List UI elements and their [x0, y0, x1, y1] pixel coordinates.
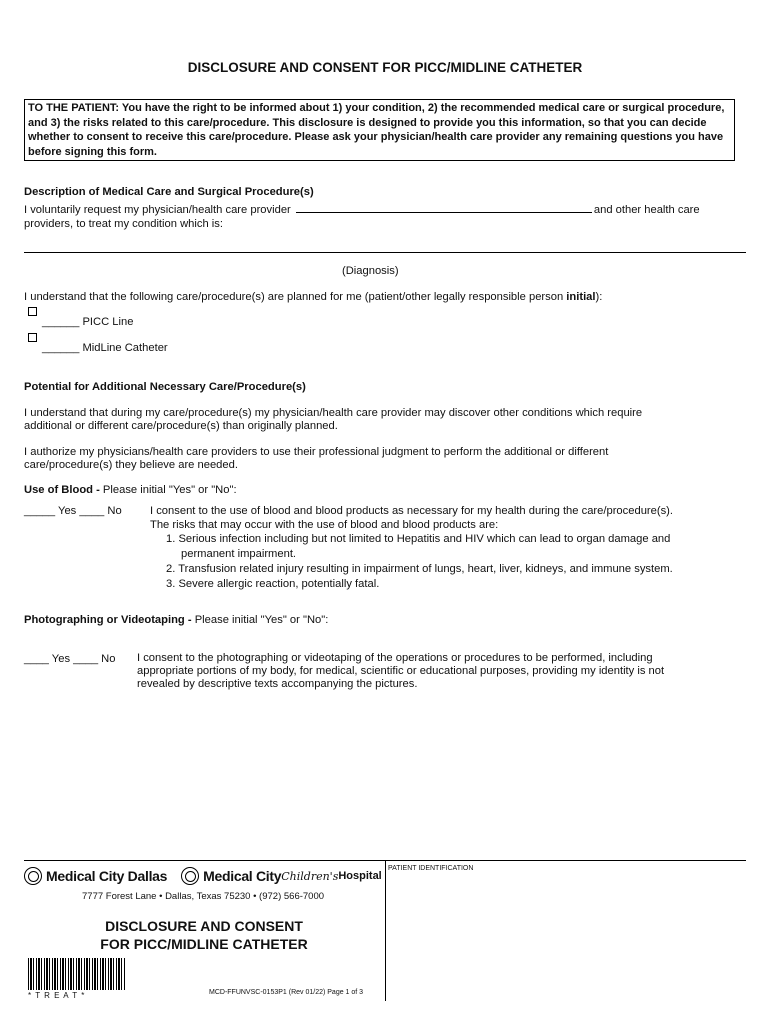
provider-request-suffix: and other health care	[593, 204, 700, 216]
provider-name-field[interactable]	[296, 202, 592, 213]
picc-line-checkbox[interactable]	[28, 307, 37, 316]
midline-catheter-checkbox[interactable]	[28, 333, 37, 342]
list-item: 3. Severe allergic reaction, potentially fatal.	[166, 578, 380, 590]
treat-condition-line: providers, to treat my condition which is:	[24, 218, 223, 230]
patient-notice-box: TO THE PATIENT: You have the right to be informed about 1) your condition, 2) the recommended medical care or surgical procedure, and 3) the risks related to this care/procedure. This disclosure is designed to provide you this information, so that you can decide whether to consent to receive this care/procedure. Please ask your physician/health care provider any remaining questions you have before signing this form.	[24, 99, 735, 161]
photo-consent-line1: I consent to the photographing or videotaping of the operations or procedures to be performed, including	[137, 652, 653, 664]
patient-identification-label: PATIENT IDENTIFICATION	[388, 865, 474, 872]
additional-para2-line2: care/procedure(s) they believe are needed.	[24, 459, 238, 471]
photo-consent-text	[137, 652, 664, 691]
logo-hospital: Hospital	[338, 870, 382, 882]
midline-catheter-option: ______ MidLine Catheter	[42, 342, 168, 354]
blood-consent-text: I consent to the use of blood and blood products as necessary for my health during the care/procedure(s).	[150, 505, 674, 517]
barcode-image	[28, 958, 126, 990]
hospital-address: 7777 Forest Lane • Dallas, Texas 75230 • (972) 566-7000	[82, 891, 325, 902]
photo-yes-no-field[interactable]: ____ Yes ____ No	[24, 653, 116, 665]
blood-instruction: Please initial "Yes" or "No":	[99, 484, 237, 496]
diagnosis-label: (Diagnosis)	[342, 265, 399, 277]
provider-request-prefix: I voluntarily request my physician/health care provider	[24, 204, 291, 216]
page-title: DISCLOSURE AND CONSENT FOR PICC/MIDLINE CATHETER	[187, 60, 583, 75]
diagnosis-field-line[interactable]	[24, 252, 746, 253]
picc-line-option: ______ PICC Line	[42, 316, 134, 328]
blood-yes-no-field[interactable]: _____ Yes ____ No	[24, 505, 122, 517]
barcode-caption: * T R E A T *	[28, 991, 86, 1000]
additional-para2-line1: I authorize my physicians/health care providers to use their professional judgment to perform the additional or different	[24, 446, 609, 458]
blood-heading-line	[24, 483, 237, 497]
blood-risks-list	[166, 532, 673, 592]
blood-risks-intro: The risks that may occur with the use of blood and blood products are:	[150, 519, 499, 531]
photo-consent-line3: revealed by descriptive texts accompanying the pictures.	[137, 678, 418, 690]
provider-request-line	[24, 202, 746, 217]
logo-medical-city-dallas: Medical City Dallas	[46, 868, 168, 884]
footer-vertical-divider	[385, 861, 386, 1001]
description-heading: Description of Medical Care and Surgical Procedure(s)	[24, 186, 314, 198]
list-item: permanent impairment.	[181, 548, 297, 560]
planned-text-prefix: I understand that the following care/procedure(s) are planned for me (patient/other legally responsible person	[24, 291, 564, 303]
footer-form-title-line2: FOR PICC/MIDLINE CATHETER	[100, 936, 308, 952]
blood-heading: Use of Blood -	[24, 484, 100, 496]
form-code: MCD-FFUNVSC-0153P1 (Rev 01/22) Page 1 of 3	[209, 989, 364, 996]
logo-childrens-script: Children's	[281, 869, 339, 883]
additional-para1-line2: additional or different care/procedure(s) than originally planned.	[24, 420, 338, 432]
photo-instruction: Please initial "Yes" or "No":	[191, 614, 329, 626]
footer-form-title	[24, 917, 384, 953]
list-item: 2. Transfusion related injury resulting in impairment of lungs, heart, liver, kidneys, and immune system.	[166, 563, 673, 575]
planned-text-initial: initial	[566, 291, 596, 303]
photo-consent-line2: appropriate portions of my body, for medical, scientific or educational purposes, providing my identity is not	[137, 665, 665, 677]
logo-medical-city: Medical City	[203, 868, 282, 884]
additional-care-heading: Potential for Additional Necessary Care/Procedure(s)	[24, 381, 306, 393]
footer-form-title-line1: DISCLOSURE AND CONSENT	[105, 918, 303, 934]
planned-text-suffix: ):	[595, 291, 603, 303]
photo-heading: Photographing or Videotaping -	[24, 614, 192, 626]
hospital-logos	[24, 866, 382, 886]
planned-procedures-text	[24, 290, 602, 304]
list-item: 1. Serious infection including but not limited to Hepatitis and HIV which can lead to organ damage and	[166, 533, 671, 545]
medical-city-childrens-logo-icon	[181, 867, 199, 885]
additional-para1-line1: I understand that during my care/procedure(s) my physician/health care provider may discover other conditions which require	[24, 407, 643, 419]
photo-heading-line	[24, 613, 328, 627]
patient-identification-area[interactable]	[388, 875, 746, 1000]
medical-city-logo-icon	[24, 867, 42, 885]
